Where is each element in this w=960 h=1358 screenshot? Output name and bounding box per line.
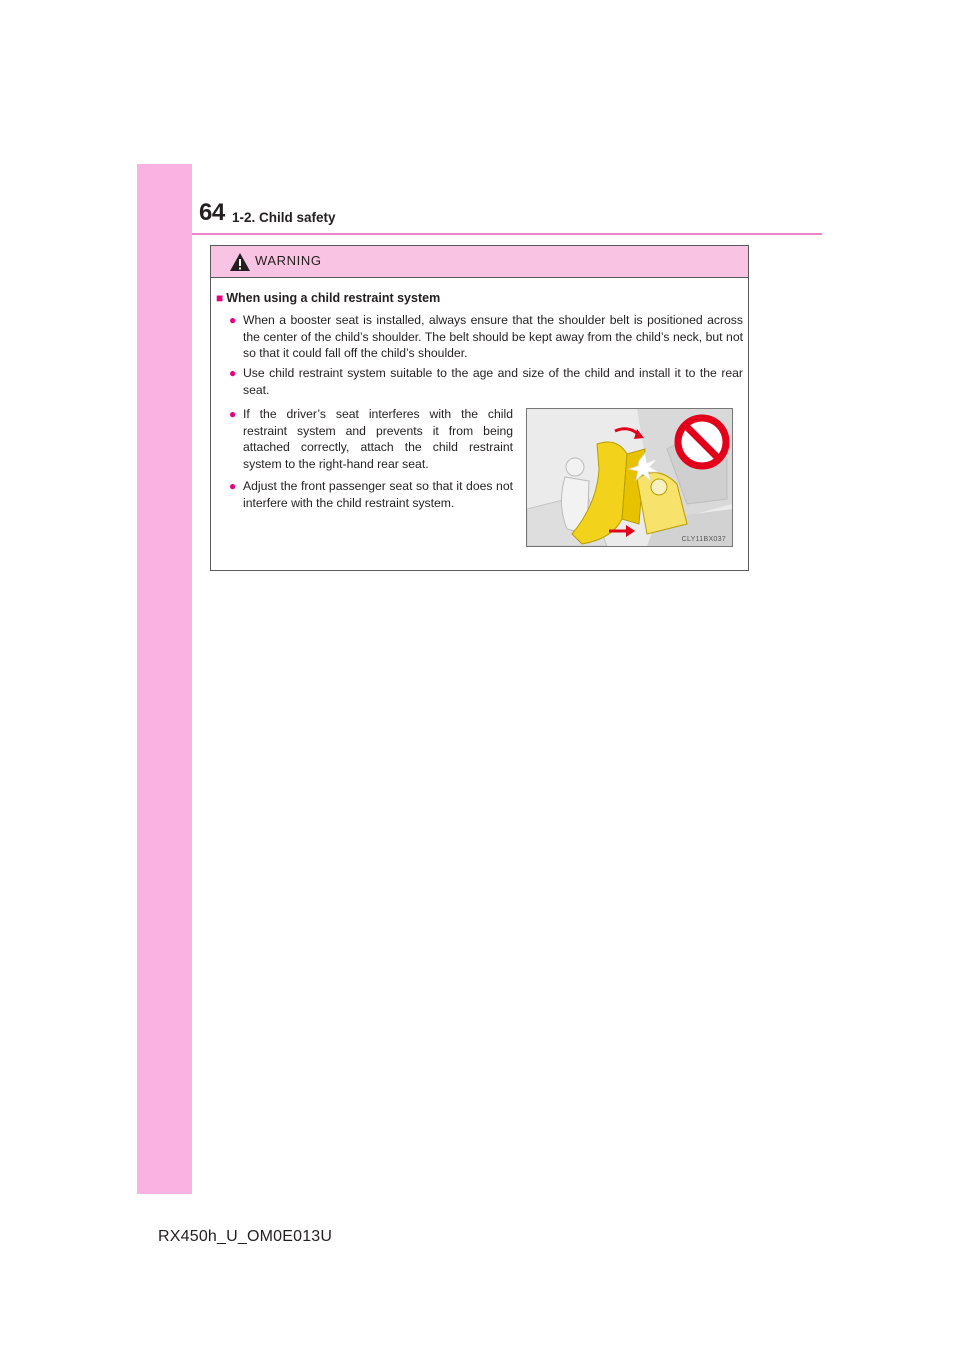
figure-code: CLY11BX037: [681, 536, 726, 543]
warning-box: [210, 245, 749, 571]
child-seat-illustration: [526, 408, 733, 547]
footer-model-code: RX450h_U_OM0E013U: [158, 1228, 333, 1245]
circle-bullet-icon: ●: [229, 366, 237, 380]
circle-bullet-icon: ●: [229, 407, 237, 421]
page-number: 64: [199, 199, 225, 226]
side-color-bar: [137, 164, 192, 1194]
warning-subheading: ■ When using a child restraint system: [216, 291, 441, 305]
warning-bullet: ● Use child restraint system suitable to the age and size of the child and install it to the rear seat.: [229, 366, 743, 397]
warning-bullet: ● When a booster seat is installed, always ensure that the shoulder belt is positioned across the center of the child’s shoulder. The belt should be kept away from the child’s neck, but not so that it could fall off the child’s shoulder.: [229, 313, 743, 360]
circle-bullet-icon: ●: [229, 479, 237, 493]
warning-triangle-icon: [229, 252, 251, 272]
section-title: 1-2. Child safety: [232, 210, 336, 225]
warning-label: WARNING: [255, 253, 322, 268]
warning-bullet: ● If the driver’s seat interferes with the child restraint system and prevents it from being attached correctly, attach the child restraint system to the right-hand rear seat.: [229, 407, 513, 471]
warning-header: [211, 246, 748, 278]
warning-bullet: ● Adjust the front passenger seat so that it does not interfere with the child restraint system.: [229, 479, 513, 510]
header-divider: [192, 233, 822, 235]
circle-bullet-icon: ●: [229, 313, 237, 327]
square-bullet-icon: ■: [216, 291, 224, 305]
